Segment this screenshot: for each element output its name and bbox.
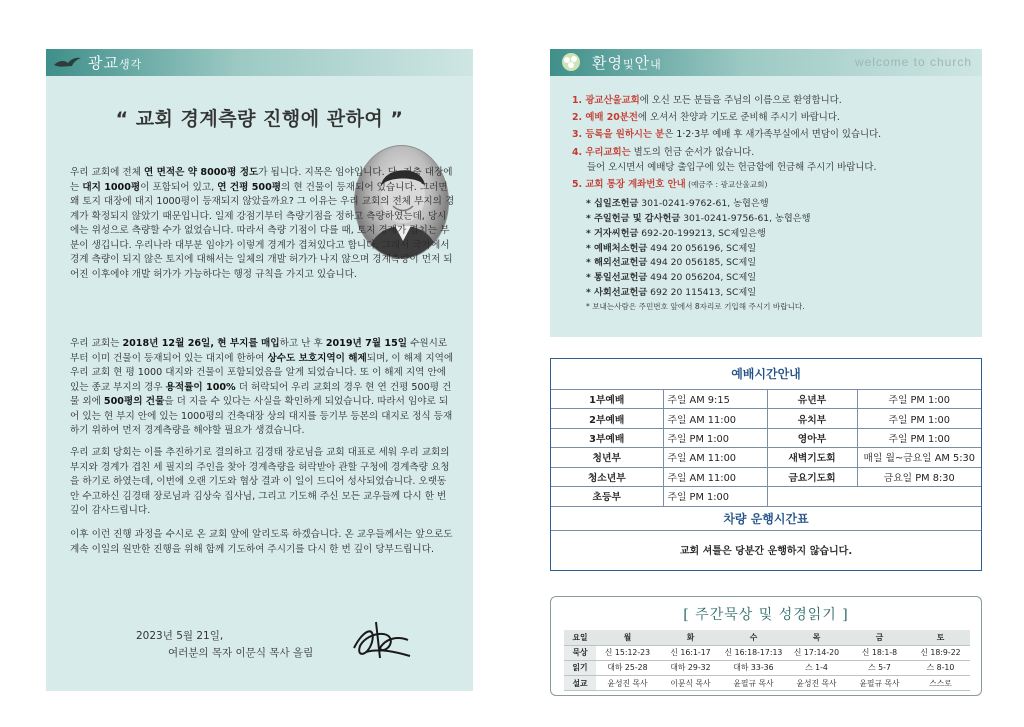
schedule-time: 주일 PM 1:00 [857, 390, 981, 409]
schedule-time: 주일 PM 1:00 [663, 428, 767, 447]
reading-cell: 스 1-4 [785, 660, 848, 675]
schedule-label: 초등부 [551, 486, 663, 505]
paragraph-1: 우리 교회에 전체 연 면적은 약 8000평 정도가 됩니다. 지목은 임야입니다. 단, 건축 대장에는 대지 1000평이 포함되어 있고, 연 건평 500평의 현 건물이 등재되어 있습니다. 그러면 왜 토지 대장에 대지 1000평이 등재되지 않았을까요? 그 이유는 우리 교회의 전체 부지의 경계가 확정되지 않았기 때문입니다. 일제 강점기부터 측량기점을 정하고 측량하였는데, 당시에는 위성으로 측량할 수가 없었습니다. 따라서 측량 기점이 다를 때, 토지 경계가 겹치는 부분이 생깁니다. 우리나라 대부분 임야가 이렇게 경계가 겹쳐있다고 합니다. 그래서 국가에서 경계 측량이 되지 않은 토지에 대해서는 일체의 개발 허가가 나지 않으며 경계측량이 먼저 되어진 이후에야 개발 허가가 가능하다는 행정 규칙을 가지고 있습니다. [70, 167, 455, 280]
table-row [564, 660, 970, 675]
reading-cell: 신 18:9-22 [911, 645, 970, 660]
signature-icon [346, 608, 416, 668]
schedule-label: 새벽기도회 [767, 448, 857, 467]
table-row [551, 467, 981, 486]
right-header-subtitle: welcome to church [854, 55, 972, 69]
right-header-title: 환영및안내 [592, 54, 662, 72]
reading-cell: 윤필규 목사 [722, 676, 785, 691]
schedule-time: 주일 PM 1:00 [663, 486, 767, 505]
day-header: 수 [722, 630, 785, 645]
row-label: 읽기 [564, 660, 596, 675]
left-header-title: 광교생각 [88, 54, 143, 72]
flower-icon [556, 51, 586, 74]
schedule-time: 주일 AM 9:15 [663, 390, 767, 409]
bible-reading [550, 596, 982, 696]
reading-cell: 신 17:14-20 [785, 645, 848, 660]
bible-title: [ 주간묵상 및 성경읽기 ] [683, 607, 849, 623]
schedule-label: 1부예배 [551, 390, 663, 409]
welcome-line-3: 3. 등록을 원하시는 분은 1·2·3부 예배 후 새가족부실에서 면담이 있습니다. [572, 129, 882, 140]
welcome-line-2: 2. 예배 20분전에 오셔서 찬양과 기도로 준비해 주시기 바랍니다. [572, 112, 840, 123]
right-header [550, 49, 982, 76]
welcome-line-4: 4. 우리교회는 별도의 헌금 순서가 없습니다. [572, 147, 755, 158]
reading-cell: 윤성진 목사 [596, 676, 659, 691]
table-row [551, 448, 981, 467]
reading-cell: 신 16:18-17:13 [722, 645, 785, 660]
shuttle-notice: 교회 셔틀은 당분간 운행하지 않습니다. [551, 530, 981, 571]
table-row [564, 645, 970, 660]
day-header: 월 [596, 630, 659, 645]
account-row: * 통일선교헌금 494 20 056204, SC제일 [586, 272, 757, 283]
reading-cell: 신 15:12-23 [596, 645, 659, 660]
left-header [46, 49, 473, 76]
table-row [564, 630, 970, 645]
sign-date: 2023년 5월 21일, [136, 630, 224, 642]
table-row [551, 486, 981, 505]
schedule-label: 금요기도회 [767, 467, 857, 486]
schedule-label: 2부예배 [551, 409, 663, 428]
paragraph-4: 이후 이런 진행 과정을 수시로 온 교회 앞에 알리도록 하겠습니다. 온 교우들께서는 앞으로도 계속 이일의 원만한 진행을 위해 함께 기도하여 주시기를 다시 한 번 깊이 당부드립니다. [70, 529, 453, 555]
pastor-column [46, 76, 473, 691]
reading-cell: 스스로 [911, 676, 970, 691]
account-row: * 예배처소헌금 494 20 056196, SC제일 [586, 243, 757, 254]
schedule-label: 유년부 [767, 390, 857, 409]
reading-cell: 신 16:1-17 [659, 645, 722, 660]
reading-cell: 대하 33-36 [722, 660, 785, 675]
welcome-line-1: 1. 광교산울교회에 오신 모든 분들을 주님의 이름으로 환영합니다. [572, 95, 842, 106]
sign-name: 여러분의 목자 이문식 목사 올림 [168, 647, 314, 659]
table-row [564, 676, 970, 691]
day-header: 금 [848, 630, 911, 645]
shuttle-title: 차량 운행시간표 [551, 506, 981, 530]
table-row [551, 409, 981, 428]
reading-cell: 신 18:1-8 [848, 645, 911, 660]
reading-cell: 윤필규 목사 [848, 676, 911, 691]
account-row: * 사회선교헌금 692 20 115413, SC제일 [586, 287, 757, 298]
reading-cell: 이문식 목사 [659, 676, 722, 691]
schedule-title: 예배시간안내 [731, 367, 801, 381]
column-title: “ 교회 경계측량 진행에 관하여 ” [115, 108, 404, 130]
schedule-label: 유치부 [767, 409, 857, 428]
table-row [551, 428, 981, 447]
paragraph-2: 우리 교회는 2018년 12월 26일, 현 부지를 매입하고 난 후 2019년 7월 15일 수원시로부터 이미 건물이 등재되어 있는 대지에 한하여 상수도 보호지역이 해제되며, 이 해제 지역에 우리 교회 현 평 1000 대지와 건물이 포함되었음을 알게 되었습니다. 또 이 해제 지역 안에 있는 종교 부지의 경우 용적률이 100% 더 허락되어 우리 교회의 경우 현 연 건평 500평 건물 외에 500평의 건물을 더 지을 수 있다는 사실을 확인하게 되었습니다. 따라서 임야로 되어 있는 현 부지 안에 있는 1000평의 건축대장 상의 대지를 등기부 등본의 대지로 정식 등재하기 위하여 먼저 경계측량을 해야할 필요가 생겼습니다. [70, 338, 454, 436]
schedule-time: 주일 PM 1:00 [857, 409, 981, 428]
empty-cell [767, 486, 981, 505]
day-header: 화 [659, 630, 722, 645]
welcome-info [550, 76, 982, 337]
row-label: 묵상 [564, 645, 596, 660]
day-header: 토 [911, 630, 970, 645]
reading-cell: 대하 29-32 [659, 660, 722, 675]
schedule-time: 주일 AM 11:00 [663, 467, 767, 486]
schedule-label: 청소년부 [551, 467, 663, 486]
schedule-time: 주일 AM 11:00 [663, 448, 767, 467]
account-row: * 주일헌금 및 감사헌금 301-0241-9756-61, 농협은행 [586, 213, 811, 224]
account-row: * 거자씨헌금 692-20-199213, SC제일은행 [586, 228, 766, 239]
day-header: 목 [785, 630, 848, 645]
schedule-label: 영아부 [767, 428, 857, 447]
account-row: * 십일조헌금 301-0241-9762-61, 농협은행 [586, 198, 769, 209]
account-note: * 보내는사람은 주민번호 앞에서 8자리로 기입해 주시기 바랍니다. [586, 302, 805, 311]
schedule-time: 매일 월~금요일 AM 5:30 [857, 448, 981, 467]
row-label: 설교 [564, 676, 596, 691]
schedule-label: 청년부 [551, 448, 663, 467]
schedule-time: 주일 AM 11:00 [663, 409, 767, 428]
bible-table [564, 630, 970, 691]
bird-icon [52, 51, 82, 74]
welcome-line-5: 5. 교회 통장 계좌번호 안내 (예금주 : 광교산울교회) [572, 179, 768, 190]
schedule-time: 금요일 PM 8:30 [857, 467, 981, 486]
schedule-label: 3부예배 [551, 428, 663, 447]
table-row [551, 390, 981, 409]
reading-cell: 대하 25-28 [596, 660, 659, 675]
account-row: * 해외선교헌금 494 20 056185, SC제일 [586, 257, 757, 268]
worship-schedule [550, 358, 982, 571]
reading-cell: 스 5-7 [848, 660, 911, 675]
reading-cell: 윤성진 목사 [785, 676, 848, 691]
welcome-line-4b: 들어 오시면서 예배당 출입구에 있는 헌금함에 헌금해 주시기 바랍니다. [587, 162, 877, 173]
paragraph-3: 우리 교회 당회는 이를 추진하기로 결의하고 김경태 장로님을 교회 대표로 세워 우리 교회의 부지와 경계가 겹친 세 필지의 주인을 찾아 경계측량을 허락받아 관할 구청에 경계측량 요청을 하기로 하였는데, 이번에 오랜 기도와 협상 결과 이 일이 드디어 성사되었습니다. 오랫동안 수고하신 김경태 장로님과 김상숙 집사님, 그리고 기도해 주신 모든 교우들께 다시 한 번 깊이 감사드립니다. [70, 447, 450, 516]
schedule-time: 주일 PM 1:00 [857, 428, 981, 447]
day-header: 요일 [564, 630, 596, 645]
reading-cell: 스 8-10 [911, 660, 970, 675]
schedule-table [551, 389, 981, 506]
